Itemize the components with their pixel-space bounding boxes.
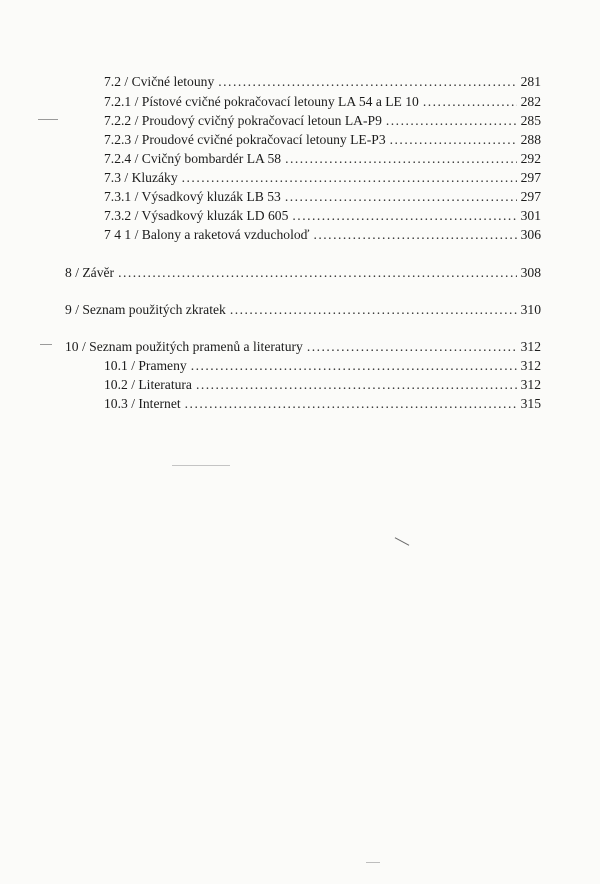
scan-speck bbox=[40, 344, 52, 345]
toc-entry bbox=[104, 223, 541, 243]
toc-entry bbox=[65, 261, 541, 281]
toc-entry bbox=[104, 392, 541, 412]
toc-entry bbox=[104, 373, 541, 393]
toc-leader-dots bbox=[118, 264, 517, 281]
scan-speck bbox=[38, 119, 58, 120]
toc-leader-dots bbox=[386, 112, 517, 129]
toc-leader-dots bbox=[285, 188, 517, 205]
toc-entry-title: 7.2.4 / Cvičný bombardér LA 58 bbox=[104, 151, 282, 166]
toc-entry-page: 312 bbox=[520, 339, 541, 354]
scan-speck bbox=[395, 537, 410, 545]
toc-entry bbox=[104, 204, 541, 224]
scan-speck bbox=[366, 862, 380, 863]
toc-entry-page: 285 bbox=[520, 113, 541, 128]
toc-entry-page: 312 bbox=[520, 358, 541, 373]
toc-entry-title: 7.2.2 / Proudový cvičný pokračovací letoun LA-P9 bbox=[104, 113, 382, 128]
toc-entry-page: 288 bbox=[520, 132, 541, 147]
toc-entry-title: 7.2.3 / Proudové cvičné pokračovací letouny LE-P3 bbox=[104, 132, 386, 147]
toc-entry-title: 8 / Závěr bbox=[65, 265, 115, 280]
toc-leader-dots bbox=[423, 93, 517, 110]
toc-entry-title: 7.3.2 / Výsadkový kluzák LD 605 bbox=[104, 208, 289, 223]
toc-entry-title: 9 / Seznam použitých zkratek bbox=[65, 302, 226, 317]
toc-leader-dots bbox=[185, 395, 517, 412]
toc-leader-dots bbox=[191, 357, 517, 374]
toc-entry-title: 7.3.1 / Výsadkový kluzák LB 53 bbox=[104, 189, 281, 204]
toc-entry-page: 301 bbox=[520, 208, 541, 223]
toc-entry-page: 297 bbox=[520, 189, 541, 204]
toc-entry-page: 281 bbox=[520, 74, 541, 89]
toc-entry bbox=[104, 70, 541, 90]
toc-entry-title: 7.3 / Kluzáky bbox=[104, 170, 178, 185]
toc-leader-dots bbox=[285, 150, 517, 167]
toc-entry-page: 306 bbox=[520, 227, 541, 242]
toc-entry-title: 7 4 1 / Balony a raketová vzducholoď bbox=[104, 227, 310, 242]
toc-leader-dots bbox=[218, 73, 517, 90]
toc-entry-page: 297 bbox=[520, 170, 541, 185]
toc-entry-page: 312 bbox=[520, 377, 541, 392]
scan-speck bbox=[172, 465, 230, 466]
toc-entry-title: 10.2 / Literatura bbox=[104, 377, 192, 392]
toc-entry-page: 292 bbox=[520, 151, 541, 166]
toc-entry-page: 315 bbox=[520, 396, 541, 411]
toc-entry bbox=[104, 185, 541, 205]
toc-entry bbox=[65, 298, 541, 318]
toc-entry bbox=[104, 166, 541, 186]
toc-entry bbox=[65, 335, 541, 355]
toc-entry-page: 282 bbox=[520, 94, 541, 109]
toc-entry bbox=[104, 128, 541, 148]
toc-entry bbox=[104, 354, 541, 374]
toc-leader-dots bbox=[313, 226, 517, 243]
toc-entry-title: 7.2 / Cvičné letouny bbox=[104, 74, 215, 89]
toc-leader-dots bbox=[390, 131, 517, 148]
toc-leader-dots bbox=[230, 301, 517, 318]
toc-leader-dots bbox=[182, 169, 517, 186]
toc-entry-title: 10.3 / Internet bbox=[104, 396, 181, 411]
toc-leader-dots bbox=[196, 376, 517, 393]
toc-entry bbox=[104, 147, 541, 167]
toc-entry bbox=[104, 109, 541, 129]
toc-entry-page: 310 bbox=[520, 302, 541, 317]
toc-entry-page: 308 bbox=[520, 265, 541, 280]
toc-entry-title: 10 / Seznam použitých pramenů a literatury bbox=[65, 339, 303, 354]
toc-leader-dots bbox=[307, 338, 517, 355]
toc-leader-dots bbox=[292, 207, 517, 224]
toc-entry bbox=[104, 90, 541, 110]
toc-entry-title: 10.1 / Prameny bbox=[104, 358, 187, 373]
toc-entry-title: 7.2.1 / Pístové cvičné pokračovací letouny LA 54 a LE 10 bbox=[104, 94, 419, 109]
